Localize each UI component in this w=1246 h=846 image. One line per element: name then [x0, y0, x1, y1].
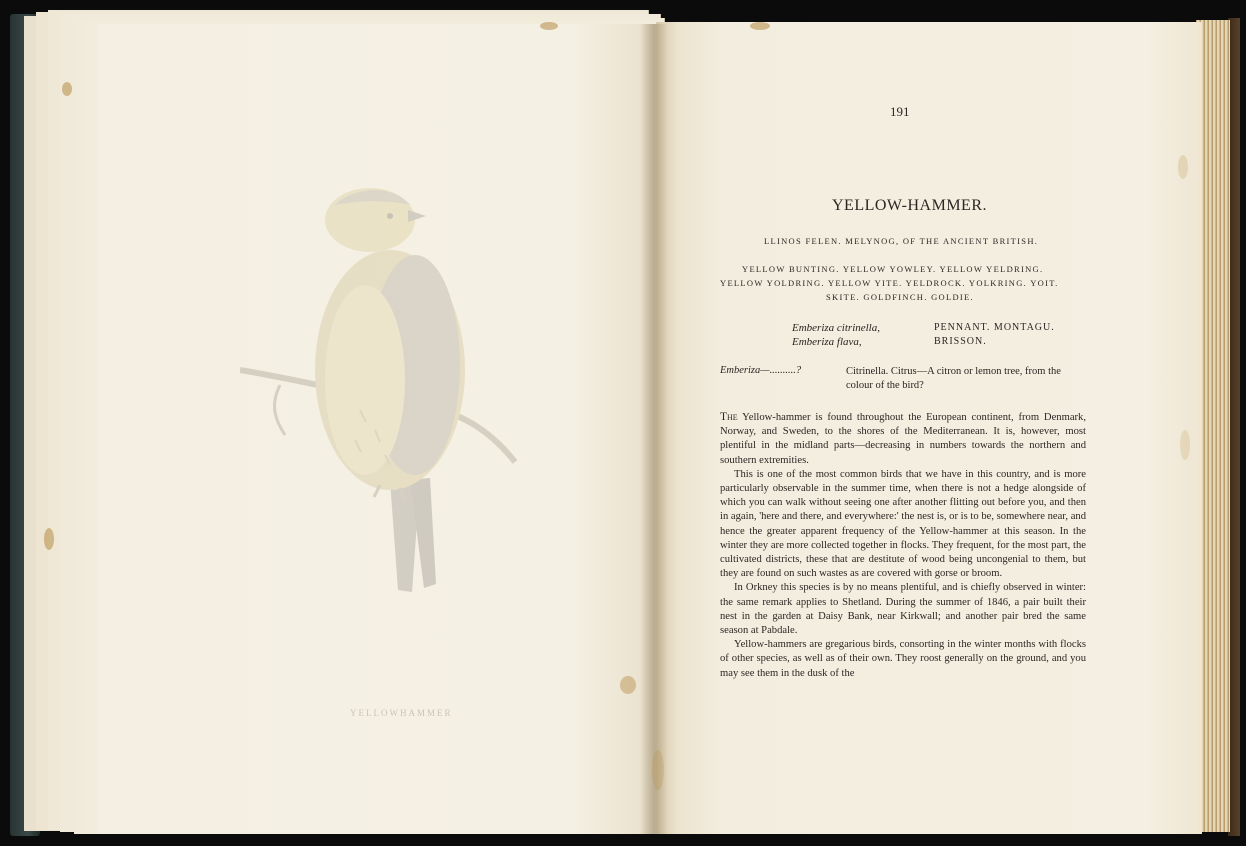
- foxing-stain: [750, 22, 770, 30]
- common-names-line-1: YELLOW BUNTING. YELLOW YOWLEY. YELLOW YELDRING.: [742, 264, 1044, 274]
- welsh-names: LLINOS FELEN. MELYNOG, OF THE ANCIENT BRITISH.: [764, 236, 1039, 246]
- foxing-stain: [652, 750, 664, 790]
- page-title: YELLOW-HAMMER.: [832, 197, 987, 214]
- foxing-stain: [44, 528, 54, 550]
- foxing-stain: [620, 676, 636, 694]
- body-text: [720, 410, 1086, 681]
- foxing-stain: [1180, 430, 1190, 460]
- paragraph: Yellow-hammers are gregarious birds, consorting in the winter months with flocks of other species, as well as of their own. They roost generally on the ground, and you may see them in the dusk of the: [720, 639, 1086, 679]
- common-names-line-3: SKITE. GOLDFINCH. GOLDIE.: [826, 292, 974, 302]
- paragraph-lead: The: [720, 411, 738, 423]
- foxing-stain: [1178, 155, 1188, 179]
- paragraph: In Orkney this species is by no means plentiful, and is chiefly observed in winter: the same remark applies to Shetland. During the summer of 1846, a pair built their nest in the garden at Daisy Bank, near Kirkwall; and another pair bred the same season at Pabdale.: [720, 582, 1086, 637]
- foxing-stain: [540, 22, 558, 30]
- synonym-name: Emberiza flava,: [792, 336, 862, 348]
- paragraph-text: Yellow-hammer is found throughout the European continent, from Denmark, Norway, and Sweden, to the shores of the Mediterranean. It is, however, most plentiful in the midland parts—decreasing in numbers towards the northern and southern extremities.: [720, 412, 1086, 466]
- synonym-authority: PENNANT. MONTAGU.: [934, 322, 1055, 333]
- foxing-stain: [62, 82, 72, 96]
- etymology-genus: Emberiza—..........?: [720, 365, 802, 376]
- common-names-line-2: YELLOW YOLDRING. YELLOW YITE. YELDROCK. YOLKRING. YOIT.: [720, 278, 1059, 288]
- synonym-name: Emberiza citrinella,: [792, 322, 880, 334]
- paragraph: This is one of the most common birds that we have in this country, and is more particularly observable in the summer time, when there is not a hedge alongside of which you can walk without seeing one after another flitting out before you, and then in again, 'here and there, and everywhere:' the nest is, or is to be, somewhere near, and hence the greater apparent frequency of the Yellow-hammer at this season. In the winter they are more collected together in flocks. They frequent, for the most part, the cultivated districts, these that are destitute of wood being uncongenial to them, but they are found on such wastes as are covered with gorse or broom.: [720, 468, 1086, 580]
- synonym-authority: BRISSON.: [934, 336, 987, 347]
- paragraph: [720, 410, 1086, 468]
- page-number: 191: [890, 104, 910, 119]
- etymology-species: Citrinella. Citrus—A citron or lemon tree, from the colour of the bird?: [846, 366, 1061, 391]
- yellowhammer-illustration: [240, 180, 530, 600]
- plate-caption: YELLOWHAMMER: [350, 708, 453, 718]
- gutter-shadow: [640, 24, 668, 834]
